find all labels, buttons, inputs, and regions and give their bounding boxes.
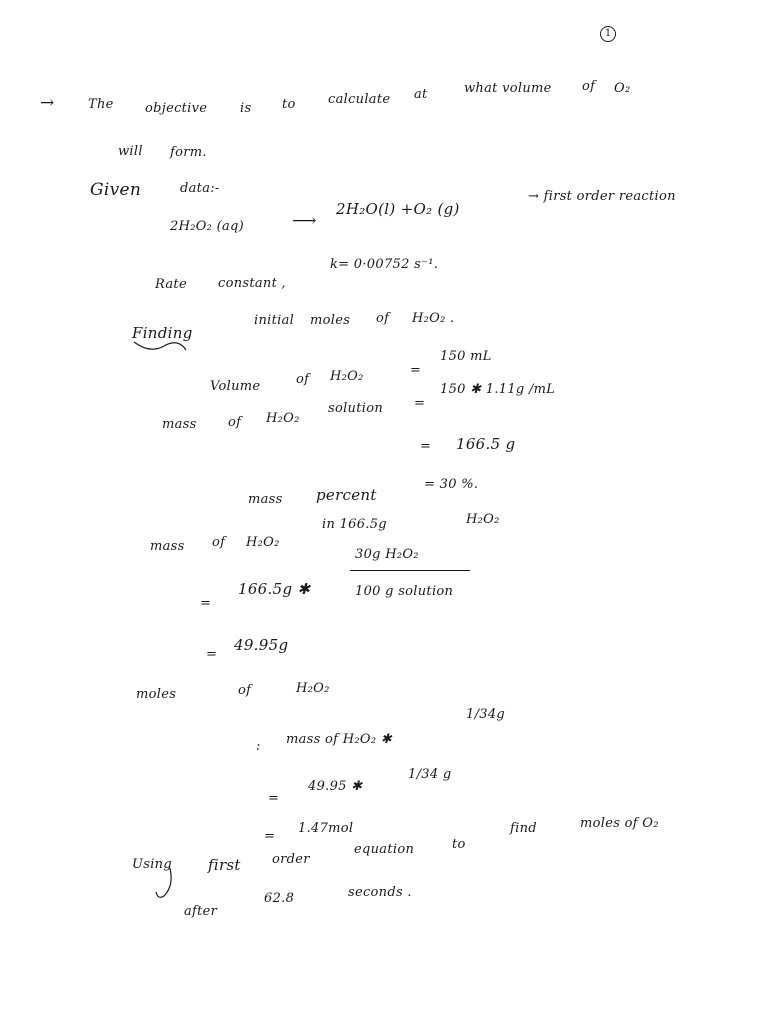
volume-value: 150 mL [440, 349, 492, 364]
moles-equals-2: = [268, 791, 280, 806]
percent-in: in 166.5g [322, 517, 387, 532]
mass-h2o2-mass: mass [150, 539, 185, 554]
moles-frac-2: 1/34 g [408, 767, 452, 782]
word-is: is [240, 101, 252, 116]
closing-first: first [208, 856, 241, 874]
reaction-products: 2H₂O(l) +O₂ (g) [336, 200, 460, 218]
word-objective: objective [145, 101, 208, 116]
closing-using: Using [132, 857, 172, 872]
finding-of: of [376, 311, 390, 326]
word-form: form. [170, 145, 207, 160]
mass-sol-species: H₂O₂ [266, 411, 300, 426]
mass-sol-equals: = [414, 396, 426, 411]
volume-label: Volume [210, 379, 261, 394]
finding-underline-mark [130, 336, 190, 358]
moles-label: moles [136, 687, 177, 702]
moles-frac: 1/34g [466, 707, 506, 722]
percent-value: = 30 %. [424, 477, 479, 492]
volume-of: of [296, 372, 310, 387]
mass-sol-solution: solution [328, 401, 384, 416]
finding-species: H₂O₂ . [412, 311, 455, 326]
mass-h2o2-species: H₂O₂ [246, 535, 280, 550]
closing-after: after [184, 904, 218, 919]
given-label: Given [90, 180, 142, 200]
rate-label: Rate [155, 277, 187, 292]
closing-order: order [272, 852, 310, 867]
mass-sol-mass: mass [162, 417, 197, 432]
percent-species: H₂O₂ [466, 512, 500, 527]
mass-h2o2-equals: = [200, 596, 212, 611]
percent-mass: mass [248, 492, 283, 507]
moles-equals-3: = [264, 829, 276, 844]
word-calculate: calculate [328, 92, 391, 107]
closing-time: 62.8 [264, 891, 295, 906]
word-the: The [88, 97, 114, 112]
volume-species: H₂O₂ [330, 369, 364, 384]
volume-equals: = [410, 363, 422, 378]
reaction-arrow: ⟶ [292, 211, 317, 231]
moles-expr-2: 49.95 ✱ [308, 779, 363, 794]
word-to: to [282, 97, 296, 112]
reaction-note: → first order reaction [528, 189, 676, 204]
moles-result: 1.47mol [298, 821, 354, 836]
mass-h2o2-numerator: 30g H₂O₂ [355, 547, 419, 562]
closing-to: to [452, 837, 466, 852]
mass-h2o2-denominator: 100 g solution [355, 584, 454, 599]
closing-seconds: seconds . [348, 885, 412, 900]
mass-sol-result: 166.5 g [456, 435, 516, 453]
mass-sol-of: of [228, 415, 242, 430]
finding-initial: initial [254, 313, 295, 328]
mass-h2o2-of: of [212, 535, 226, 550]
moles-species: H₂O₂ [296, 681, 330, 696]
finding-moles: moles [310, 313, 351, 328]
given-data: data:- [180, 181, 220, 196]
closing-moles-of: moles of O₂ [580, 816, 659, 831]
closing-equation: equation [354, 842, 415, 857]
closing-find: find [510, 821, 537, 836]
fraction-bar [350, 570, 470, 571]
using-hook-mark [150, 866, 190, 902]
moles-expr: mass of H₂O₂ ✱ [286, 732, 392, 747]
mass-h2o2-lhs: 166.5g ✱ [238, 580, 311, 598]
rate-constant-word: constant , [218, 276, 286, 291]
word-o2: O₂ [614, 81, 631, 96]
finding-label: Finding [132, 324, 193, 342]
page-number: 1 [600, 26, 616, 42]
arrow-icon: → [40, 93, 55, 113]
rate-constant-value: k= 0·00752 s⁻¹. [330, 257, 439, 272]
moles-colon: : [256, 739, 261, 754]
word-at: at [414, 87, 428, 102]
word-what-volume: what volume [464, 81, 552, 96]
word-will: will [118, 144, 143, 159]
mass-sol-equals-2: = [420, 439, 432, 454]
reaction-reactant: 2H₂O₂ (aq) [170, 219, 245, 234]
mass-h2o2-equals-2: = [206, 647, 218, 662]
moles-of: of [238, 683, 252, 698]
percent-percent: percent [316, 486, 377, 504]
mass-h2o2-result: 49.95g [234, 636, 289, 654]
word-of: of [582, 79, 596, 94]
mass-sol-expr: 150 ✱ 1.11g /mL [440, 382, 556, 397]
